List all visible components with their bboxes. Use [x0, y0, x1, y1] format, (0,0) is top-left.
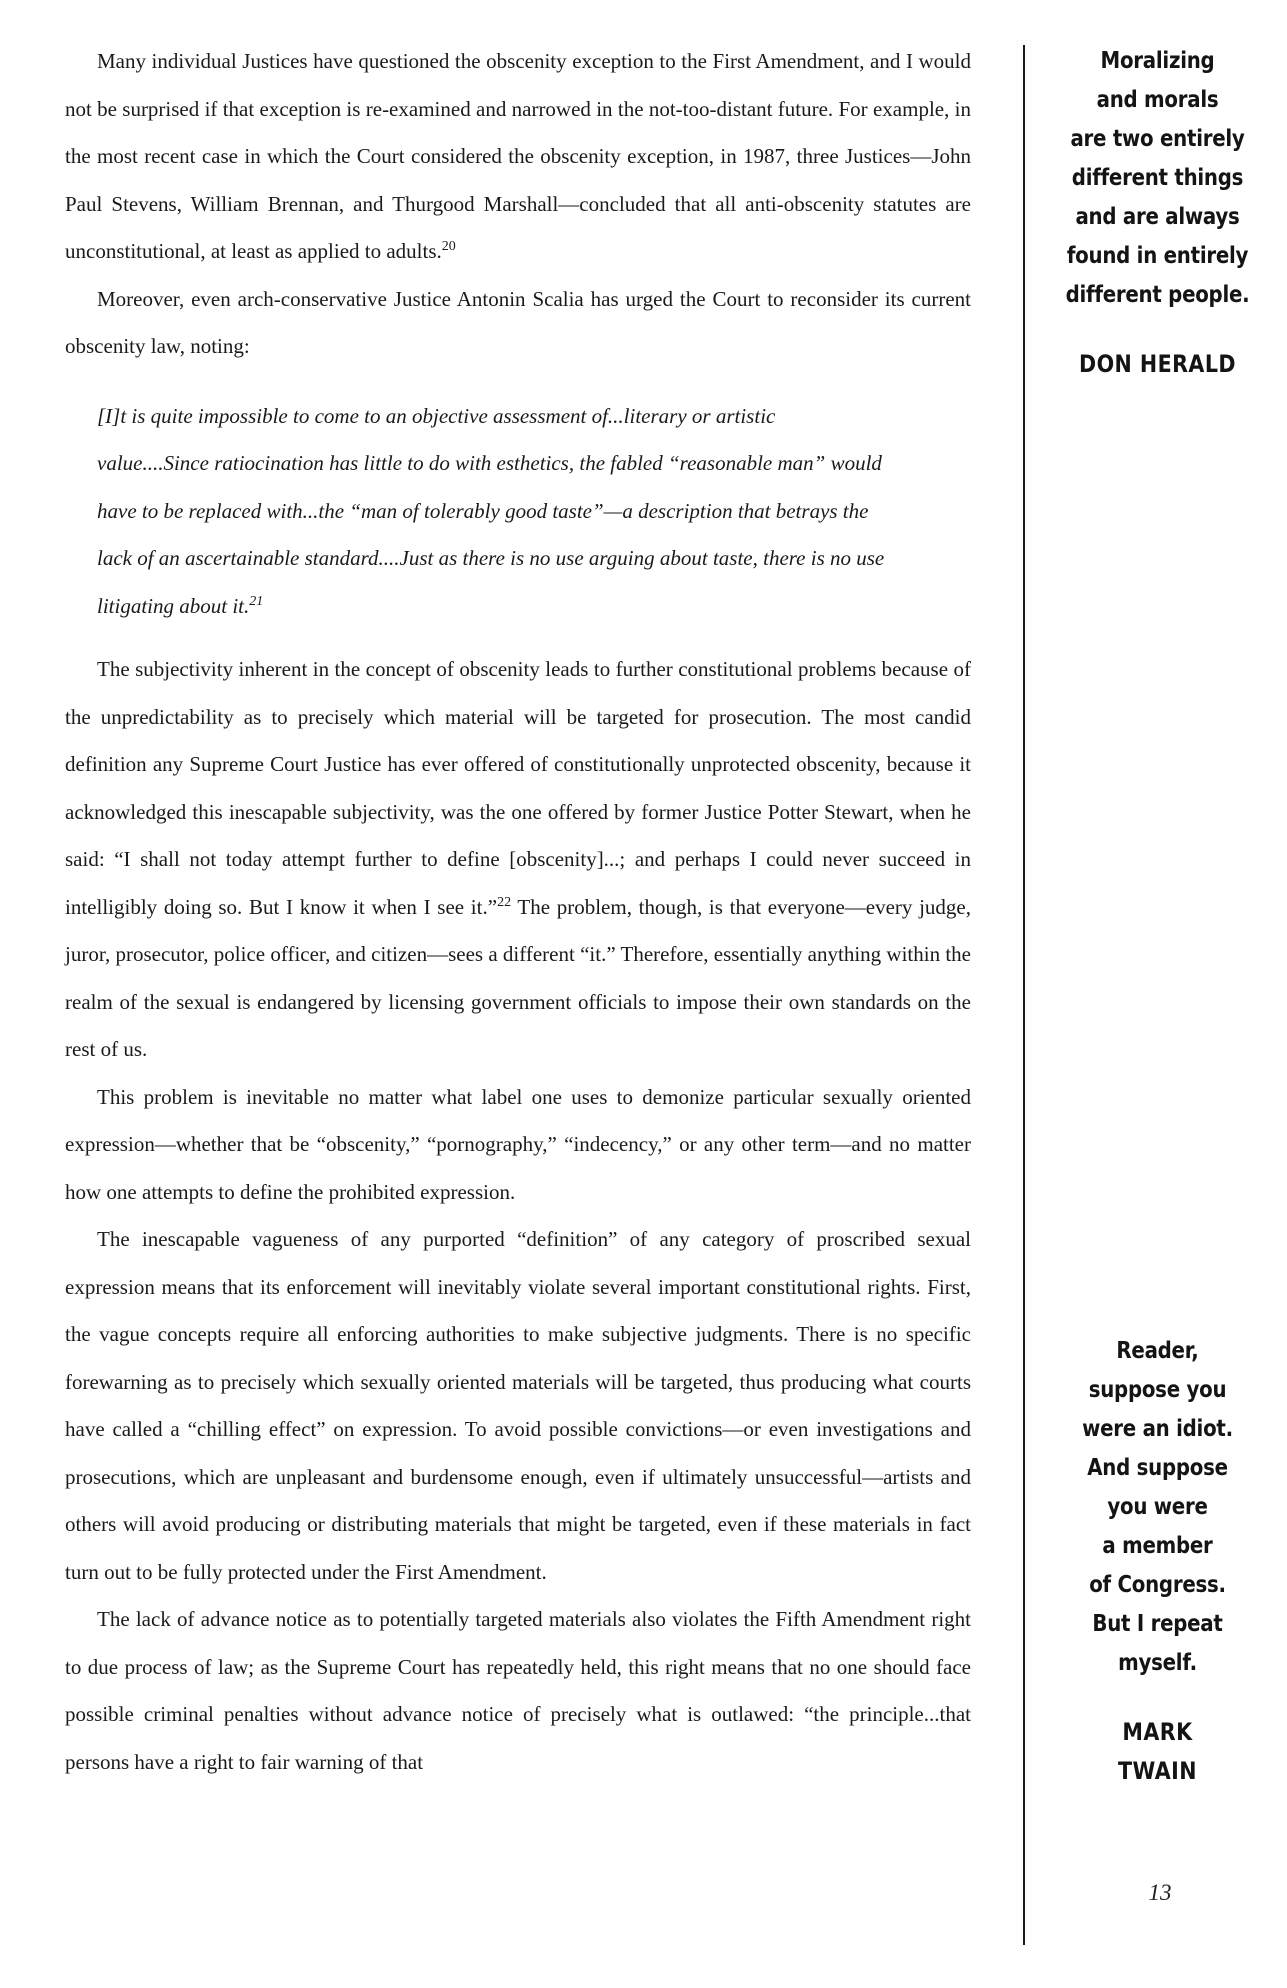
paragraph-5 [65, 1216, 971, 1596]
quote-line: But I repeat [1092, 1611, 1223, 1637]
quote-author: MARK [1122, 1718, 1193, 1746]
quote-line: of Congress. [1089, 1572, 1226, 1598]
quote-line: different things [1071, 165, 1244, 191]
page-number: 13 [1148, 1880, 1172, 1905]
paragraph-6-text: The lack of advance notice as to potentially targeted materials also violates the Fifth Amendment right to due process of law; as the Supreme Court has repeatedly held, this right means that no one should face possible criminal penalties without advance notice of precisely what is outlawed: “the principle...that persons have a right to fair warning of that [65, 1607, 971, 1774]
paragraph-4 [65, 1074, 971, 1217]
paragraph-2-text: Moreover, even arch-conservative Justice Antonin Scalia has urged the Court to reconsider its current obscenity law, noting: [65, 286, 971, 358]
block-quote-scalia [97, 393, 891, 631]
quote-line: myself. [1118, 1650, 1197, 1676]
quote-line: found in entirely [1066, 243, 1249, 269]
paragraph-3 [65, 646, 971, 1074]
paragraph-1-text: Many individual Justices have questioned the obscenity exception to the First Amendment, and I would not be surprised if that exception is re-examined and narrowed in the not-too-distant future. For example, in the most recent case in which the Court considered the obscenity exception, in 1987, three Justices—John Paul Stevens, William Brennan, and Thurgood Marshall—concluded that all anti-obscenity statutes are unconstitutional, at least as applied to adults. [65, 49, 971, 263]
block-quote-text: [I]t is quite impossible to come to an objective assessment of...literary or artistic value....Since ratiocination has little to do with esthetics, the fabled “reasonable man” would have to be replaced with...the “man of tolerably good taste”—a description that betrays the lack of an ascertainable standard....Just as there is no use arguing about taste, there is no use litigating about it. [97, 403, 885, 618]
quote-line: And suppose [1087, 1455, 1228, 1481]
quote-line: and morals [1096, 87, 1219, 113]
paragraph-2 [65, 276, 971, 371]
quote-line: were an idiot. [1082, 1416, 1233, 1442]
quote-line: Reader, [1116, 1338, 1199, 1364]
quote-line: suppose you [1088, 1377, 1227, 1403]
paragraph-1 [65, 38, 971, 276]
sidebar-quote-twain [1046, 1332, 1269, 1791]
quote-line: a member [1102, 1533, 1213, 1559]
quote-line: Moralizing [1100, 48, 1215, 74]
sidebar-divider [1023, 45, 1025, 1945]
paragraph-6 [65, 1596, 971, 1786]
quote-line: you were [1107, 1494, 1208, 1520]
footnote-ref-22: 22 [497, 894, 512, 910]
paragraph-4-text: This problem is inevitable no matter what label one uses to demonize particular sexually oriented expression—whether that be “obscenity,” “pornography,” “indecency,” or any other term—and no matter how one attempts to define the prohibited expression. [65, 1084, 971, 1204]
main-text-column [65, 38, 971, 1786]
paragraph-5-text: The inescapable vagueness of any purported “definition” of any category of proscribed sexual expression means that its enforcement will inevitably violate several important constitutional rights. First, the vague concepts require all enforcing authorities to make subjective judgments. There is no specific forewarning as to precisely which sexually oriented materials will be targeted, thus producing what courts have called a “chilling effect” on expression. To avoid possible convictions—or even investigations and prosecutions, which are unpleasant and burdensome enough, even if ultimately unsuccessful—artists and others will avoid producing or distributing materials that might be targeted, even if these materials in fact turn out to be fully protected under the First Amendment. [65, 1227, 971, 1584]
quote-author: TWAIN [1117, 1757, 1197, 1785]
sidebar-quote-herald [1046, 42, 1269, 384]
quote-line: different people. [1065, 282, 1250, 308]
paragraph-3-text-b: The problem, though, is that everyone—every judge, juror, prosecutor, police officer, and citizen—sees a different “it.” Therefore, essentially anything within the realm of the sexual is endangered by licensing government officials to impose their own standards on the rest of us. [65, 894, 971, 1061]
quote-line: are two entirely [1070, 126, 1245, 152]
paragraph-3-text-a: The subjectivity inherent in the concept of obscenity leads to further constitutional problems because of the unpredictability as to precisely which material will be targeted for prosecution. The most candid definition any Supreme Court Justice has ever offered of constitutionally unprotected obscenity, because it acknowledged this inescapable subjectivity, was the one offered by former Justice Potter Stewart, when he said: “I shall not today attempt further to define [obscenity]...; and perhaps I could never succeed in intelligibly doing so. But I know it when I see it.” [65, 657, 971, 919]
quote-line: and are always [1075, 204, 1240, 230]
quote-author: DON HERALD [1079, 350, 1236, 378]
footnote-ref-21: 21 [249, 593, 264, 609]
footnote-ref-20: 20 [441, 239, 456, 254]
